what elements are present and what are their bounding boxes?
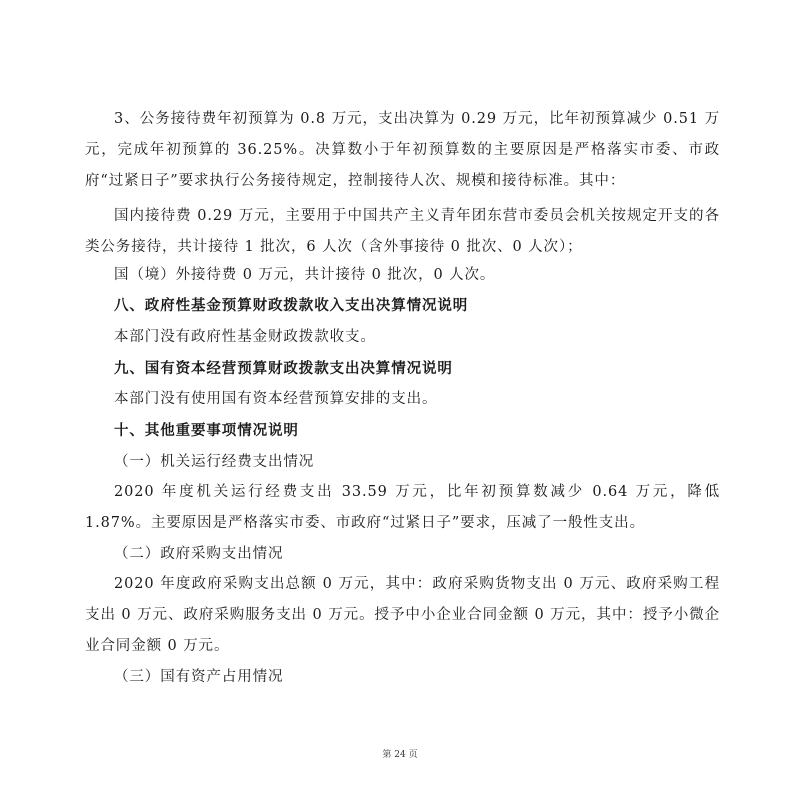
section-heading-8: 八、政府性基金预算财政拨款收入支出决算情况说明 [114, 298, 469, 314]
paragraph-fund-budget: 本部门没有政府性基金财政拨款收支。 [114, 329, 376, 345]
paragraph-foreign-reception: 国（境）外接待费 0 万元，共计接待 0 批次，0 人次。 [114, 267, 496, 283]
section-heading-9: 九、国有资本经营预算财政拨款支出决算情况说明 [114, 361, 453, 377]
paragraph-operating-expense: 2020 年度机关运行经费支出 33.59 万元，比年初预算数减少 0.64 万元，降低 1.87%。主要原因是严格落实市委、市政府“过紧日子”要求，压减了一般性支出。 [85, 484, 720, 531]
page-number: 第 24 页 [382, 750, 418, 760]
paragraph-reception-fee: 3、公务接待费年初预算为 0.8 万元，支出决算为 0.29 万元，比年初预算减少 0.51 万元，完成年初预算的 36.25%。决算数小于年初预算数的主要原因是严格落实市委、市政府“过紧日子”要求执行公务接待规定，控制接待人次、规模和接待标准。其中： [85, 111, 720, 189]
paragraph-state-capital: 本部门没有使用国有资本经营预算安排的支出。 [114, 391, 438, 407]
subsection-heading-3: （三）国有资产占用情况 [114, 669, 284, 685]
subsection-heading-1: （一）机关运行经费支出情况 [114, 454, 315, 470]
paragraph-domestic-reception: 国内接待费 0.29 万元，主要用于中国共产主义青年团东营市委员会机关按规定开支的各类公务接待，共计接待 1 批次，6 人次（含外事接待 0 批次、0 人次）； [85, 208, 720, 255]
section-heading-10: 十、其他重要事项情况说明 [114, 423, 299, 439]
subsection-heading-2: （二）政府采购支出情况 [114, 546, 284, 562]
paragraph-procurement: 2020 年度政府采购支出总额 0 万元，其中：政府采购货物支出 0 万元、政府采购工程支出 0 万元、政府采购服务支出 0 万元。授予中小企业合同金额 0 万元，其中：授予小微企业合同金额 0 万元。 [85, 576, 720, 654]
